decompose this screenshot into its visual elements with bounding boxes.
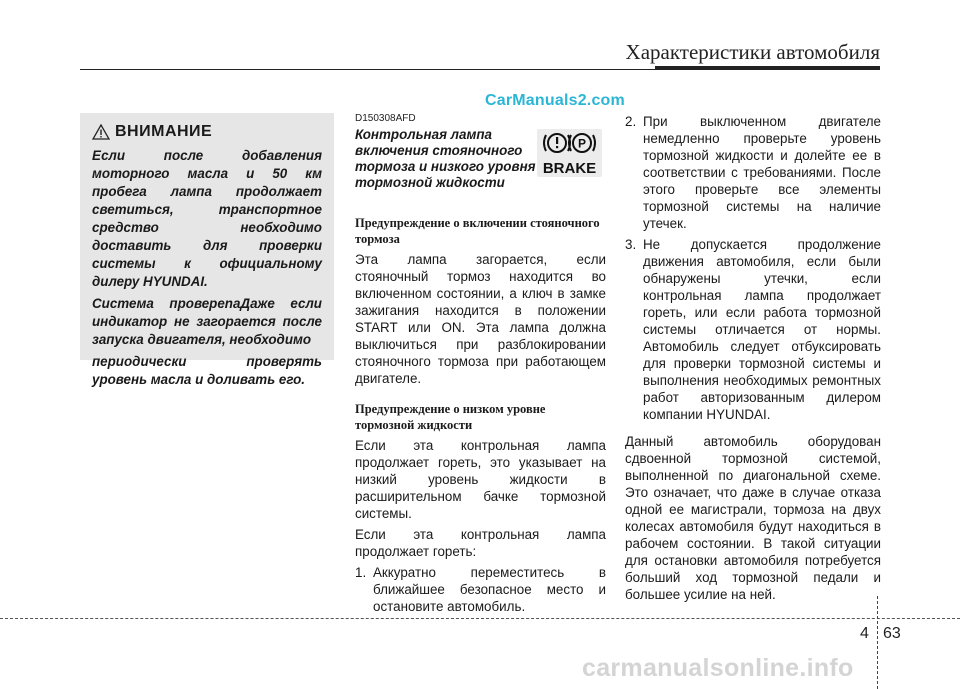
header-rule-accent bbox=[655, 66, 880, 70]
list-text: Не допускается продолжение движения автомобиля, если были обнаружены утечки, если контрольная лампа продолжает гореть, или если работа тормозной системы отличается от нормы. Автомобиль следует отбуксировать для проверки тормозной системы и выполнения необходимых ремонтных работ авторизованным дилером компании HYUNDAI. bbox=[643, 237, 881, 422]
middle-column bbox=[355, 113, 606, 619]
parking-brake-heading: Предупреждение о включении стояночного тормоза bbox=[355, 216, 600, 246]
list-number: 1. bbox=[355, 565, 367, 580]
section-code: D150308AFD bbox=[355, 113, 416, 124]
page-number: 63 bbox=[883, 625, 901, 642]
footer-rule bbox=[0, 618, 960, 619]
warning-box bbox=[80, 113, 334, 387]
list-item bbox=[355, 564, 606, 615]
list-number: 2. bbox=[625, 114, 637, 129]
warning-triangle-icon bbox=[92, 124, 110, 140]
header-title: Характеристики автомобиля bbox=[625, 40, 880, 64]
dual-brake-paragraph: Данный автомобиль оборудован сдвоенной тормозной системой, выполненной по диагональной схеме. Это означает, что даже в случае отказа одной ее магистрали, тормоза на двух колесах автомобиля будут находиться в рабочем состоянии. В такой ситуации для остановки автомобиля потребуется больший ход тормозной педали и большее усилие на ней. bbox=[625, 434, 881, 602]
brake-fluid-heading: Предупреждение о низком уровне тормозной жидкости bbox=[355, 402, 546, 432]
watermark-top[interactable]: CarManuals2.com bbox=[485, 92, 625, 109]
svg-text:P: P bbox=[577, 136, 587, 151]
warning-title: ВНИМАНИЕ bbox=[115, 123, 213, 140]
watermark-bottom[interactable]: carmanualsonline.info bbox=[582, 654, 854, 682]
lamp-heading-row bbox=[355, 127, 606, 207]
brake-fluid-text-2: Если эта контрольная лампа продолжает гореть: bbox=[355, 527, 606, 559]
parking-brake-text: Эта лампа загорается, если стояночный тормоз находится во включенном состоянии, а ключ в замке зажигания находится в положении START или ON. Эта лампа должна выключиться при разблокировании стояночного тормоза при работающем двигателе. bbox=[355, 252, 606, 386]
brake-fluid-text-1: Если эта контрольная лампа продолжает гореть, это указывает на низкий уровень жидкости в расширительном бачке тормозной системы. bbox=[355, 438, 606, 521]
warning-paragraph-3: периодически проверять уровень масла и доливать его. bbox=[92, 354, 322, 387]
chapter-number: 4 bbox=[860, 625, 869, 642]
warning-paragraph-1: Если после добавления моторного масла и 50 км пробега лампа продолжает светиться, транспортное средство необходимо доставить для проверки системы к официальному дилеру HYUNDAI. bbox=[92, 148, 322, 289]
list-item bbox=[625, 236, 881, 423]
list-text: Аккуратно переместитесь в ближайшее безопасное место и остановите автомобиль. bbox=[373, 565, 606, 614]
list-number: 3. bbox=[625, 237, 637, 252]
list-item bbox=[625, 113, 881, 232]
list-text: При выключенном двигателе немедленно проверьте уровень тормозной жидкости и долейте ее в соответствии с требованиями. После этого проверьте все элементы тормозной системы на наличие утечек. bbox=[643, 114, 881, 231]
footer-divider bbox=[877, 596, 878, 689]
warning-header bbox=[92, 119, 322, 145]
brake-warning-icon bbox=[537, 129, 602, 177]
brake-icon-label: BRAKE bbox=[542, 160, 597, 177]
warning-paragraph-2: Система провереnaДаже если индикатор не загорается после запуска двигателя, необходимо bbox=[92, 296, 322, 347]
right-column bbox=[625, 113, 881, 607]
lamp-title: Контрольная лампа включения стояночного тормоза и низкого уровня тормозной жидкости bbox=[355, 127, 536, 190]
